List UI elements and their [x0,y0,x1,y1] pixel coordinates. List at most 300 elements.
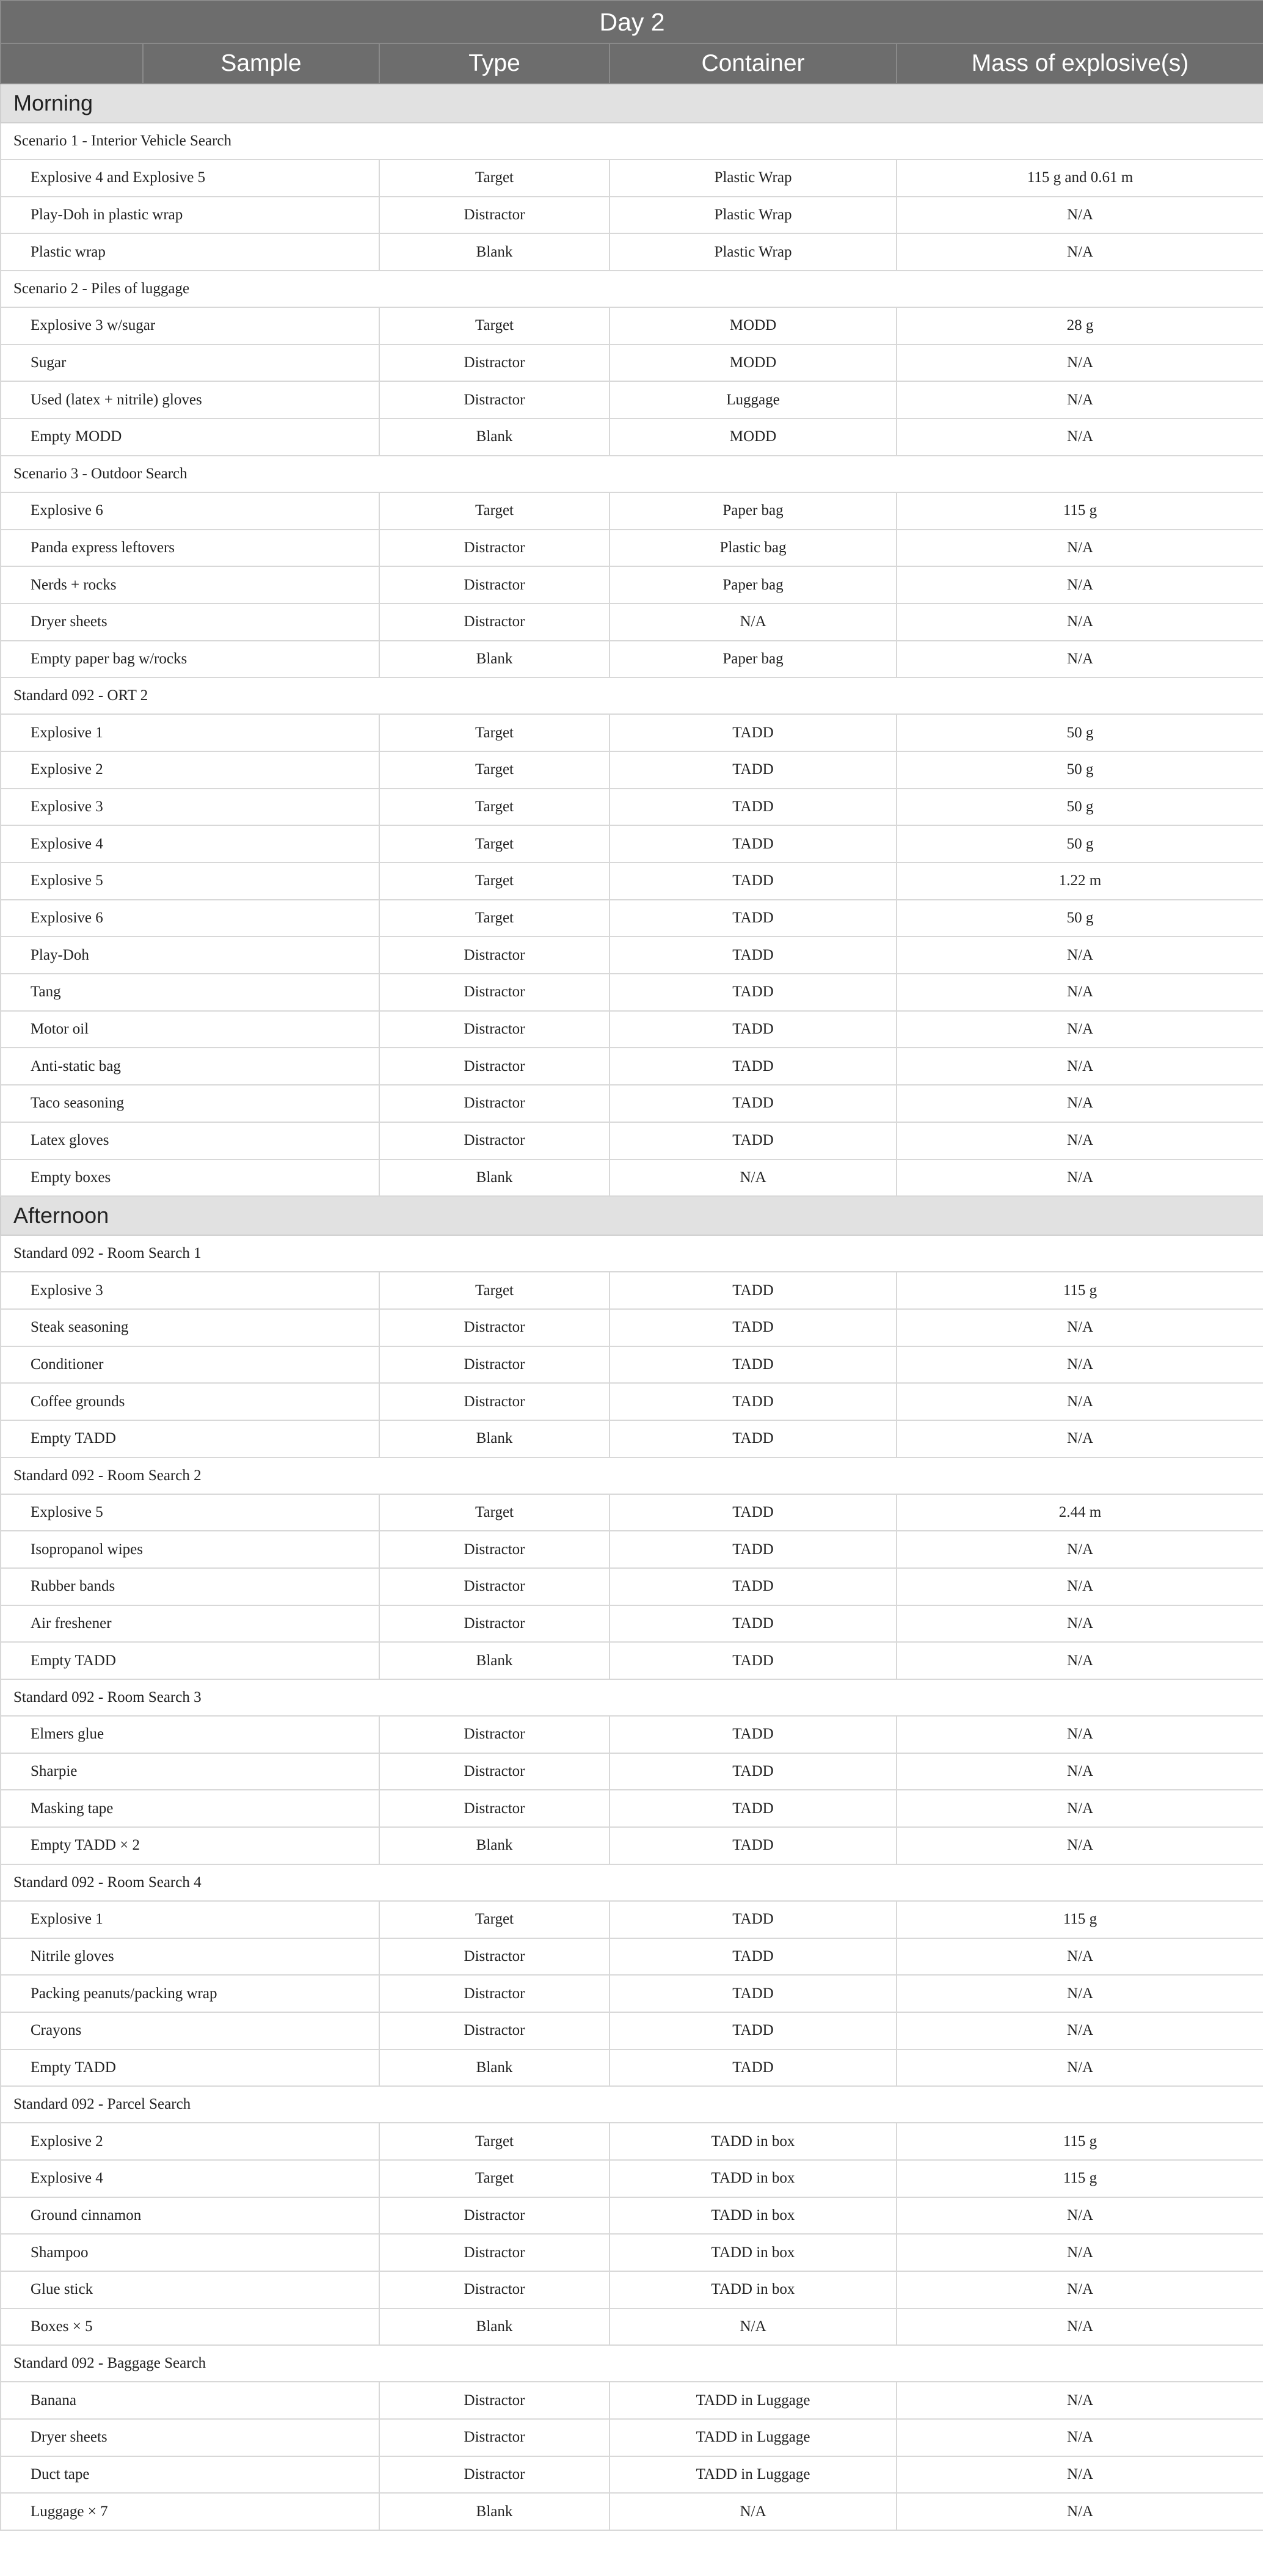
mass-cell: 115 g [897,2123,1263,2160]
container-cell: TADD [610,900,897,937]
table-row [1,1383,1263,1420]
group-label: Scenario 2 - Piles of luggage [1,271,1263,307]
table-row [1,1642,1263,1679]
group-row [1,1864,1263,1901]
container-cell: TADD [610,1346,897,1384]
mass-cell: 50 g [897,789,1263,826]
table-row [1,2123,1263,2160]
mass-cell: N/A [897,1011,1263,1048]
type-cell: Target [379,1901,610,1938]
group-label: Standard 092 - Room Search 3 [1,1679,1263,1716]
mass-cell: N/A [897,2271,1263,2308]
mass-cell: N/A [897,2382,1263,2419]
type-cell: Distractor [379,1716,610,1753]
sample-cell: Empty boxes [1,1159,379,1197]
sample-cell: Packing peanuts/packing wrap [1,1975,379,2012]
type-cell: Distractor [379,1938,610,1976]
group-label: Standard 092 - Baggage Search [1,2345,1263,2382]
sample-cell: Plastic wrap [1,233,379,271]
type-cell: Distractor [379,1346,610,1384]
container-cell: Plastic Wrap [610,197,897,234]
type-cell: Distractor [379,1048,610,1085]
table-row [1,1420,1263,1458]
sample-cell: Empty TADD × 2 [1,1827,379,1864]
container-cell: MODD [610,307,897,345]
container-cell: TADD [610,1085,897,1122]
table-row [1,1011,1263,1048]
table-row [1,307,1263,345]
sample-cell: Explosive 5 [1,1494,379,1531]
mass-cell: 50 g [897,751,1263,789]
sample-cell: Empty MODD [1,418,379,456]
container-cell: TADD [610,2049,897,2087]
group-row [1,1679,1263,1716]
table-row [1,2456,1263,2494]
container-cell: TADD [610,751,897,789]
mass-cell: N/A [897,1753,1263,1790]
container-cell: TADD [610,1048,897,1085]
container-cell: MODD [610,345,897,382]
table-row [1,2197,1263,2235]
container-cell: TADD [610,1122,897,1159]
table-body [1,84,1263,2530]
container-cell: TADD [610,1938,897,1976]
type-cell: Distractor [379,2456,610,2494]
header-container: Container [610,43,897,84]
type-cell: Distractor [379,345,610,382]
type-cell: Target [379,307,610,345]
mass-cell: N/A [897,604,1263,641]
container-cell: N/A [610,2493,897,2530]
sample-cell: Banana [1,2382,379,2419]
group-label: Scenario 1 - Interior Vehicle Search [1,123,1263,159]
mass-cell: N/A [897,1309,1263,1346]
mass-cell: 50 g [897,825,1263,863]
type-cell: Blank [379,2308,610,2346]
sample-cell: Empty TADD [1,1642,379,1679]
type-cell: Distractor [379,1122,610,1159]
type-cell: Target [379,492,610,530]
table-row [1,714,1263,751]
mass-cell: 50 g [897,714,1263,751]
group-row [1,1235,1263,1272]
sample-cell: Explosive 3 w/sugar [1,307,379,345]
type-cell: Distractor [379,936,610,974]
table-row [1,2419,1263,2456]
table-row [1,2308,1263,2346]
container-cell: TADD [610,825,897,863]
type-cell: Blank [379,1420,610,1458]
sample-cell: Sugar [1,345,379,382]
type-cell: Distractor [379,974,610,1011]
group-label: Standard 092 - Room Search 4 [1,1864,1263,1901]
sample-cell: Tang [1,974,379,1011]
period-label: Morning [1,84,1263,123]
table-title: Day 2 [1,1,1263,43]
sample-cell: Empty paper bag w/rocks [1,641,379,678]
container-cell: TADD [610,1420,897,1458]
sample-cell: Ground cinnamon [1,2197,379,2235]
mass-cell: N/A [897,641,1263,678]
sample-cell: Air freshener [1,1605,379,1643]
type-cell: Target [379,863,610,900]
container-cell: Luggage [610,381,897,418]
type-cell: Target [379,825,610,863]
table-row [1,1938,1263,1976]
type-cell: Target [379,2123,610,2160]
sample-cell: Panda express leftovers [1,530,379,567]
group-label: Standard 092 - Room Search 2 [1,1458,1263,1494]
type-cell: Distractor [379,1568,610,1605]
container-cell: TADD in box [610,2197,897,2235]
type-cell: Blank [379,2493,610,2530]
container-cell: TADD [610,789,897,826]
mass-cell: N/A [897,1383,1263,1420]
sample-cell: Elmers glue [1,1716,379,1753]
type-cell: Target [379,714,610,751]
sample-cell: Empty TADD [1,2049,379,2087]
table-row [1,566,1263,604]
sample-cell: Explosive 4 [1,825,379,863]
period-label: Afternoon [1,1196,1263,1235]
container-cell: MODD [610,418,897,456]
type-cell: Distractor [379,1309,610,1346]
table-row [1,530,1263,567]
type-cell: Blank [379,233,610,271]
container-cell: TADD [610,1716,897,1753]
sample-cell: Taco seasoning [1,1085,379,1122]
container-cell: TADD [610,1309,897,1346]
mass-cell: N/A [897,197,1263,234]
table-row [1,1122,1263,1159]
mass-cell: N/A [897,1790,1263,1827]
sample-cell: Glue stick [1,2271,379,2308]
container-cell: TADD in box [610,2271,897,2308]
sample-cell: Conditioner [1,1346,379,1384]
group-label: Standard 092 - Parcel Search [1,2086,1263,2123]
sample-cell: Duct tape [1,2456,379,2494]
type-cell: Target [379,789,610,826]
group-row [1,677,1263,714]
type-cell: Distractor [379,1605,610,1643]
table-row [1,1605,1263,1643]
header-mass: Mass of explosive(s) [897,43,1263,84]
type-cell: Distractor [379,197,610,234]
sample-cell: Explosive 4 and Explosive 5 [1,159,379,197]
type-cell: Distractor [379,1975,610,2012]
sample-cell: Nerds + rocks [1,566,379,604]
mass-cell: N/A [897,1159,1263,1197]
sample-cell: Explosive 1 [1,1901,379,1938]
table-row [1,418,1263,456]
type-cell: Distractor [379,2382,610,2419]
table-row [1,2049,1263,2087]
sample-cell: Explosive 1 [1,714,379,751]
container-cell: TADD in box [610,2123,897,2160]
sample-cell: Empty TADD [1,1420,379,1458]
mass-cell: N/A [897,1975,1263,2012]
type-cell: Distractor [379,1753,610,1790]
container-cell: TADD [610,936,897,974]
container-cell: TADD [610,2012,897,2049]
sample-cell: Explosive 2 [1,751,379,789]
container-cell: TADD [610,863,897,900]
table-row [1,2234,1263,2271]
table-row [1,1827,1263,1864]
table-row [1,1346,1263,1384]
sample-cell: Used (latex + nitrile) gloves [1,381,379,418]
container-cell: N/A [610,2308,897,2346]
container-cell: TADD [610,1605,897,1643]
container-cell: TADD in Luggage [610,2382,897,2419]
mass-cell: 28 g [897,307,1263,345]
table-row [1,345,1263,382]
table-row [1,1309,1263,1346]
container-cell: TADD [610,1494,897,1531]
container-cell: Paper bag [610,566,897,604]
table-row [1,825,1263,863]
mass-cell: N/A [897,2049,1263,2087]
mass-cell: N/A [897,1085,1263,1122]
group-row [1,123,1263,159]
container-cell: TADD [610,1383,897,1420]
group-row [1,2345,1263,2382]
type-cell: Distractor [379,2012,610,2049]
table-row [1,974,1263,1011]
title-row [1,1,1263,43]
table-row [1,1531,1263,1568]
sample-cell: Boxes × 5 [1,2308,379,2346]
type-cell: Distractor [379,604,610,641]
sample-cell: Latex gloves [1,1122,379,1159]
type-cell: Distractor [379,566,610,604]
container-cell: TADD [610,1642,897,1679]
table-row [1,159,1263,197]
sample-cell: Coffee grounds [1,1383,379,1420]
type-cell: Target [379,751,610,789]
table-row [1,1568,1263,1605]
table-row [1,2382,1263,2419]
mass-cell: N/A [897,1605,1263,1643]
mass-cell: N/A [897,1122,1263,1159]
mass-cell: N/A [897,2493,1263,2530]
table-row [1,1494,1263,1531]
table-row [1,900,1263,937]
sample-cell: Motor oil [1,1011,379,1048]
type-cell: Target [379,1272,610,1309]
sample-cell: Nitrile gloves [1,1938,379,1976]
table-row [1,2012,1263,2049]
mass-cell: N/A [897,974,1263,1011]
header-type: Type [379,43,610,84]
sample-cell: Masking tape [1,1790,379,1827]
mass-cell: N/A [897,936,1263,974]
type-cell: Distractor [379,1531,610,1568]
container-cell: TADD [610,1790,897,1827]
type-cell: Blank [379,641,610,678]
mass-cell: N/A [897,2197,1263,2235]
container-cell: TADD [610,714,897,751]
table-row [1,1790,1263,1827]
type-cell: Distractor [379,1085,610,1122]
table-row [1,751,1263,789]
mass-cell: N/A [897,2234,1263,2271]
type-cell: Target [379,2160,610,2197]
mass-cell: N/A [897,2456,1263,2494]
table-row [1,1901,1263,1938]
mass-cell: N/A [897,1531,1263,1568]
table-row [1,2493,1263,2530]
sample-cell: Anti-static bag [1,1048,379,1085]
type-cell: Target [379,900,610,937]
container-cell: TADD in box [610,2234,897,2271]
container-cell: N/A [610,1159,897,1197]
table-row [1,1048,1263,1085]
table-row [1,1716,1263,1753]
group-label: Scenario 3 - Outdoor Search [1,456,1263,492]
table-row [1,381,1263,418]
mass-cell: N/A [897,1568,1263,1605]
mass-cell: N/A [897,1642,1263,1679]
sample-cell: Sharpie [1,1753,379,1790]
type-cell: Distractor [379,2271,610,2308]
mass-cell: N/A [897,345,1263,382]
sample-cell: Luggage × 7 [1,2493,379,2530]
sample-cell: Explosive 2 [1,2123,379,2160]
container-cell: TADD [610,1011,897,1048]
mass-cell: N/A [897,1420,1263,1458]
table-row [1,641,1263,678]
container-cell: TADD [610,1975,897,2012]
container-cell: Plastic Wrap [610,233,897,271]
type-cell: Distractor [379,1790,610,1827]
table-row [1,1085,1263,1122]
container-cell: Paper bag [610,641,897,678]
type-cell: Distractor [379,381,610,418]
container-cell: TADD in Luggage [610,2419,897,2456]
mass-cell: 2.44 m [897,1494,1263,1531]
sample-cell: Explosive 4 [1,2160,379,2197]
table-row [1,492,1263,530]
mass-cell: 1.22 m [897,863,1263,900]
sample-cell: Explosive 3 [1,1272,379,1309]
mass-cell: N/A [897,1346,1263,1384]
sample-cell: Play-Doh [1,936,379,974]
group-row [1,456,1263,492]
mass-cell: N/A [897,1827,1263,1864]
type-cell: Distractor [379,1383,610,1420]
group-row [1,1458,1263,1494]
table-row [1,1975,1263,2012]
sample-cell: Dryer sheets [1,604,379,641]
sample-cell: Explosive 3 [1,789,379,826]
header-sample: Sample [143,43,379,84]
sample-cell: Dryer sheets [1,2419,379,2456]
type-cell: Blank [379,1642,610,1679]
container-cell: TADD [610,1568,897,1605]
group-row [1,271,1263,307]
group-row [1,2086,1263,2123]
sample-cell: Explosive 5 [1,863,379,900]
type-cell: Target [379,1494,610,1531]
period-row [1,84,1263,123]
sample-cell: Play-Doh in plastic wrap [1,197,379,234]
sample-cell: Explosive 6 [1,492,379,530]
mass-cell: 50 g [897,900,1263,937]
table-row [1,789,1263,826]
type-cell: Blank [379,1159,610,1197]
mass-cell: N/A [897,1048,1263,1085]
table-row [1,863,1263,900]
mass-cell: 115 g and 0.61 m [897,159,1263,197]
mass-cell: 115 g [897,492,1263,530]
mass-cell: N/A [897,2308,1263,2346]
container-cell: TADD [610,1827,897,1864]
sample-cell: Shampoo [1,2234,379,2271]
mass-cell: 115 g [897,1901,1263,1938]
container-cell: TADD [610,1753,897,1790]
type-cell: Blank [379,1827,610,1864]
table-row [1,197,1263,234]
mass-cell: N/A [897,530,1263,567]
header-spacer [1,43,143,84]
type-cell: Distractor [379,1011,610,1048]
container-cell: TADD [610,974,897,1011]
table-row [1,233,1263,271]
mass-cell: N/A [897,566,1263,604]
container-cell: Plastic bag [610,530,897,567]
period-row [1,1196,1263,1235]
column-header-row [1,43,1263,84]
container-cell: TADD in box [610,2160,897,2197]
mass-cell: 115 g [897,1272,1263,1309]
mass-cell: N/A [897,233,1263,271]
mass-cell: N/A [897,1938,1263,1976]
mass-cell: N/A [897,1716,1263,1753]
mass-cell: 115 g [897,2160,1263,2197]
container-cell: TADD [610,1901,897,1938]
container-cell: N/A [610,604,897,641]
sample-cell: Crayons [1,2012,379,2049]
table-row [1,604,1263,641]
type-cell: Distractor [379,2234,610,2271]
mass-cell: N/A [897,2012,1263,2049]
type-cell: Blank [379,2049,610,2087]
sample-cell: Steak seasoning [1,1309,379,1346]
table-row [1,936,1263,974]
mass-cell: N/A [897,2419,1263,2456]
sample-cell: Rubber bands [1,1568,379,1605]
sample-cell: Explosive 6 [1,900,379,937]
type-cell: Blank [379,418,610,456]
table-row [1,1753,1263,1790]
type-cell: Distractor [379,2197,610,2235]
mass-cell: N/A [897,418,1263,456]
mass-cell: N/A [897,381,1263,418]
table-row [1,2160,1263,2197]
container-cell: TADD [610,1531,897,1568]
container-cell: Plastic Wrap [610,159,897,197]
type-cell: Target [379,159,610,197]
table-row [1,1159,1263,1197]
container-cell: Paper bag [610,492,897,530]
group-label: Standard 092 - Room Search 1 [1,1235,1263,1272]
group-label: Standard 092 - ORT 2 [1,677,1263,714]
container-cell: TADD in Luggage [610,2456,897,2494]
type-cell: Distractor [379,2419,610,2456]
type-cell: Distractor [379,530,610,567]
sample-cell: Isopropanol wipes [1,1531,379,1568]
